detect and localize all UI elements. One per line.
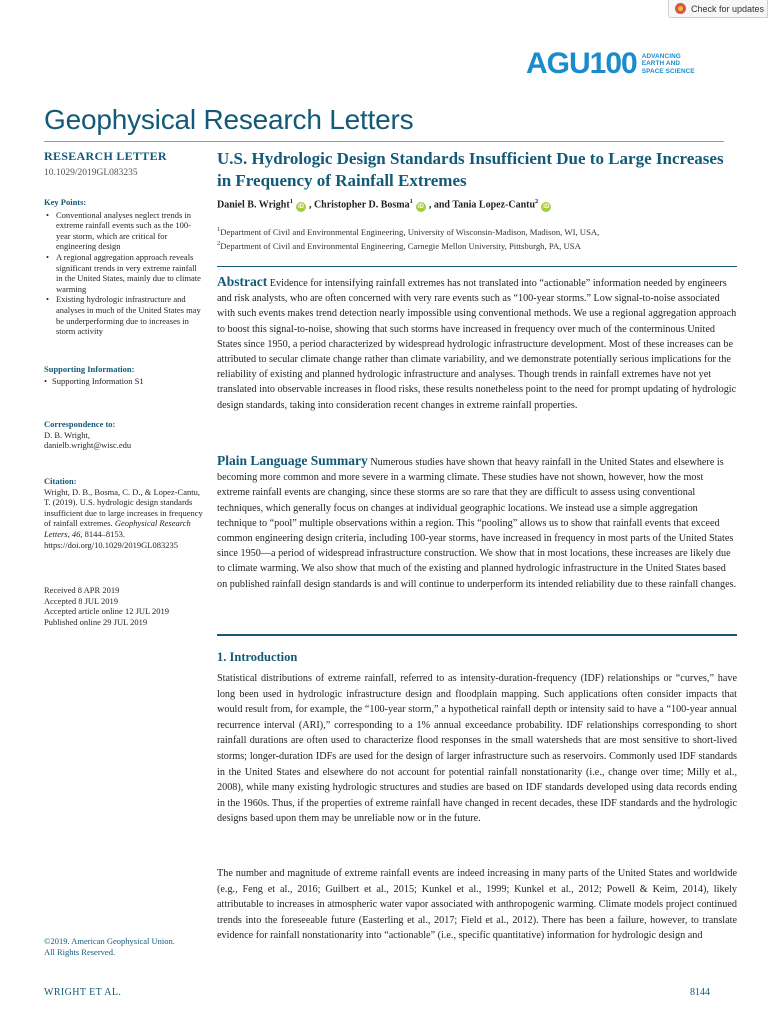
citation [44,476,204,550]
affiliation-1: $^1$Department of Civil and Environmental Engineering, University of Wisconsin-Madison, Madison, WI, USA, [217,226,600,237]
date-accepted: Accepted 8 JUL 2019 [44,595,119,606]
affiliations [217,224,737,252]
running-footer-authors: WRIGHT ET AL. [44,987,122,998]
citation-text: Wright, D. B., Bosma, C. D., & Lopez-Cantu, T. (2019). U.S. hydrologic design standards insufficient due to large increases in frequency of rainfall extremes. Geophysical Research Letters, 46, 8144–8153. https://doi.org/10.1029/2019GL083235 [44,486,203,550]
orcid-icon[interactable]: iD [417,204,424,211]
header-divider [44,141,724,142]
introduction-heading: 1. Introduction [217,650,298,664]
key-point-item: • Conventional analyses neglect trends in extreme rainfall events such as the 100-year storm, which are critical for engineering design [44,210,204,252]
agu-logo [526,48,695,80]
author-name[interactable]: Daniel B. Wright [217,199,290,211]
introduction-paragraph-2: The number and magnitude of extreme rainfall events are indeed increasing in many parts of the United States and worldwide (e.g., Feng et al., 2016; Guilbert et al., 2015; Kunkel et al., 1999; Kunkel et al., 2012; Powell & Keim, 2014), likely attributable to increases in atmospheric water vapor associated with anthropogenic warming. Climate models project continued trends into the foreseeable future (Easterling et al., 2017; Field et al., 2012). There has been a failure, however, to translate evidence for rainfall nonstationarity into “actionable” (i.e., specific quantitative) information for hydrologic design and [217,868,737,942]
correspondence-name: D. B. Wright, [44,429,91,440]
check-updates-label: Check for updates [691,3,765,14]
article-title: U.S. Hydrologic Design Standards Insufficient Due to Large Increases in Frequency of Rainfall Extremes [217,149,724,190]
article-doi[interactable]: 10.1029/2019GL083235 [44,168,138,178]
date-received: Received 8 APR 2019 [44,585,120,595]
supporting-heading: Supporting Information: [44,364,135,374]
agu-logo-tagline: ADVANCING EARTH AND SPACE SCIENCE [641,52,695,75]
author-list: Daniel B. Wright$^1$iD , Christopher D. Bosma$^1$iD , and Tania Lopez-Cantu$^2$iD [217,198,550,211]
correspondence-heading: Correspondence to: [44,419,116,429]
check-updates-icon [675,3,686,14]
check-for-updates-badge[interactable] [668,0,768,18]
correspondence [44,419,204,451]
abstract-text: Evidence for intensifying rainfall extremes has not translated into “actionable” information needed by engineers and risk analysts, who are often concerned with very rare events such as “100-year storms.” Low signal-to-noise associated with such events makes trend detection nearly impossible using conventional methods. We use a regional aggregation approach to boost this signal-to-noise, showing that such storms have increased in frequency over much of the conterminous United States since 1950, a period characterized by widespread hydrologic infrastructure development. Most of these increases can be attributed to secular climate change rather than climate variability, and we demonstrate potentially serious implications for the reliability of existing and planned hydrologic infrastructure and analyses. Though trends in rainfall extremes have not yet translated into observable increases in flood risks, these results nonetheless point to the need for prompt updating of hydrologic design standards, taking into consideration recent changes in extreme rainfall properties. [217,278,737,411]
abstract [217,274,737,413]
article-type: RESEARCH LETTER [44,149,167,163]
author-name[interactable]: Tania Lopez-Cantu [452,199,536,211]
journal-title: Geophysical Research Letters [44,104,414,135]
page-number: 8144 [690,987,710,998]
key-points [44,197,204,337]
supporting-item[interactable]: • Supporting Information S1 [44,376,204,387]
abstract-label: Abstract [217,274,268,289]
date-accepted-online: Accepted article online 12 JUL 2019 [44,606,170,617]
plain-language-summary [217,453,737,592]
key-point-item: • A regional aggregation approach reveals significant trends in very extreme rainfall in the United States, mainly due to climate warming [44,252,204,294]
article-dates [44,585,204,627]
key-points-heading: Key Points: [44,197,87,207]
orcid-icon[interactable]: iD [543,204,550,211]
correspondence-email[interactable]: danielb.wright@wisc.edu [44,440,132,451]
date-published: Published online 29 JUL 2019 [44,616,148,627]
plain-language-label: Plain Language Summary [217,453,368,468]
section-divider [217,634,737,636]
key-point-item: • Existing hydrologic infrastructure and analyses in much of the United States may be underperforming due to increases in storm activity [44,294,204,336]
supporting-information [44,364,204,386]
copyright-notice: ©2019. American Geophysical Union. All Rights Reserved. [44,936,175,957]
agu-logo-word: AGU100 [526,47,637,80]
plain-language-text: Numerous studies have shown that heavy rainfall in the United States and elsewhere is becoming more common and more severe in a warming climate. These studies have not shown, however, how the most extreme rainfall events are changing, since these storms are so rare that they are difficult to assess using conventional techniques, which generally focus on changes at individual geographic locations. We instead use a simple aggregation technique to “pool” multiple observations within a region. This “pooling” allows us to show that rainfall events that exceed common engineering design criteria, including 100-year storms, have increased in frequency in most parts of the United States since 1950—a period of widespread infrastructure construction. We show that in most locations, these increases are likely due to climate warming. We also show that much of the existing and planned hydrologic infrastructure in the United States based on published rainfall design standards is and will continue to underperform its intended reliability due to these rainfall changes. [217,457,737,590]
introduction-paragraph-1: Statistical distributions of extreme rainfall, referred to as intensity-duration-frequency (IDF) relationships or “curves,” have long been used in hydrologic infrastructure design and floodplain mapping. Such applications often consider impacts that would result from, for example, the “100-year storm,” a hypothetical rainfall depth or intensity said to have a “100-year annual recurrence interval (ARI),” corresponding to a 1% annual exceedance probability. IDF relationships corresponding to short rainfall durations are often used to characterize flood responses in the small watersheds that are most sensitive to short-lived storms; longer-duration IDFs are used for the design of larger infrastructure such as reservoirs. Commonly used IDF standards in the United States and elsewhere do not account for potential rainfall nonstationarity (i.e., change over time; Milly et al., 2008), while many existing hydrologic structures and studies are based on IDF standards developed using data records ending in the 1960s. Thus, if the properties of extreme rainfall have changed in recent decades, these IDF standards and the hydrologic designs based upon them may be unreliable now or in the future. [217,673,737,825]
orcid-icon[interactable]: iD [297,204,304,211]
affiliation-2: $^2$Department of Civil and Environmental Engineering, Carnegie Mellon University, Pittsburgh, PA, USA [217,239,581,251]
abstract-divider [217,266,737,267]
author-name[interactable]: Christopher D. Bosma [313,199,410,211]
citation-heading: Citation: [44,476,77,486]
